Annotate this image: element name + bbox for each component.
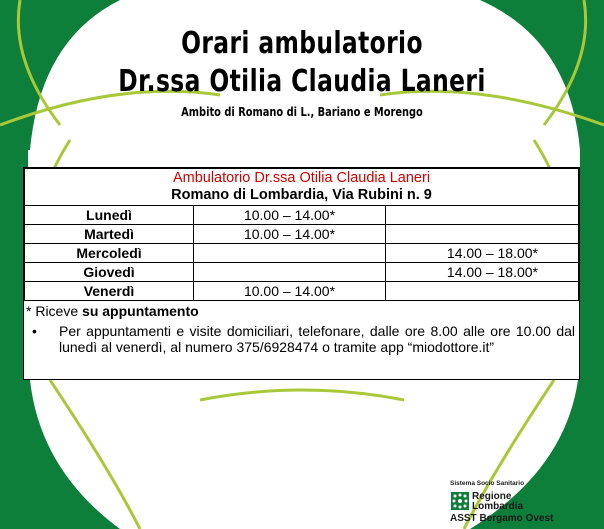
bullet-icon: • bbox=[32, 323, 37, 339]
clinic-name: Ambulatorio Dr.ssa Otilia Claudia Laneri bbox=[172, 170, 431, 186]
afternoon-cell bbox=[386, 225, 579, 244]
morning-cell bbox=[194, 263, 386, 282]
page-title-line1: Orari ambulatorio bbox=[181, 26, 423, 61]
morning-cell: 10.00 – 14.00* bbox=[194, 225, 386, 244]
day-cell: Venerdì bbox=[25, 282, 194, 301]
appointment-note bbox=[26, 303, 199, 319]
table-row bbox=[25, 225, 579, 244]
day-cell: Mercoledì bbox=[25, 244, 194, 263]
morning-cell bbox=[194, 244, 386, 263]
day-cell: Martedì bbox=[25, 225, 194, 244]
region-line1: Regione bbox=[472, 491, 512, 502]
afternoon-cell: 14.00 – 18.00* bbox=[386, 244, 579, 263]
morning-cell: 10.00 – 14.00* bbox=[194, 282, 386, 301]
table-row bbox=[25, 206, 579, 225]
asst-label: ASST Bergamo Ovest bbox=[450, 513, 554, 524]
clinic-address: Romano di Lombardia, Via Rubini n. 9 bbox=[171, 187, 432, 203]
note-bold: su appuntamento bbox=[82, 303, 199, 319]
table-header-row bbox=[25, 169, 579, 206]
morning-cell: 10.00 – 14.00* bbox=[194, 206, 386, 225]
region-name bbox=[472, 492, 523, 512]
schedule-card bbox=[23, 167, 580, 380]
day-cell: Giovedì bbox=[25, 263, 194, 282]
page-title-line2: Dr.ssa Otilia Claudia Laneri bbox=[118, 64, 486, 99]
table-row bbox=[25, 282, 579, 301]
rosa-camuna-icon bbox=[451, 492, 469, 510]
afternoon-cell: 14.00 – 18.00* bbox=[386, 263, 579, 282]
subtitle: Ambito di Romano di L., Bariano e Morengo bbox=[181, 105, 423, 119]
system-label: Sistema Socio Sanitario bbox=[450, 480, 525, 487]
afternoon-cell bbox=[386, 206, 579, 225]
table-row bbox=[25, 263, 579, 282]
day-cell: Lunedì bbox=[25, 206, 194, 225]
schedule-table bbox=[24, 168, 579, 301]
region-line2: Lombardia bbox=[472, 501, 524, 512]
note-prefix: * Riceve bbox=[26, 303, 83, 319]
afternoon-cell bbox=[386, 282, 579, 301]
region-logo bbox=[447, 480, 597, 525]
table-row bbox=[25, 244, 579, 263]
contact-text: Per appuntamenti e visite domiciliari, telefonare, dalle ore 8.00 alle ore 10.00 dal lunedì al venerdì, al numero 375/6928474 o tramite app “miodottore.it” bbox=[59, 323, 575, 355]
